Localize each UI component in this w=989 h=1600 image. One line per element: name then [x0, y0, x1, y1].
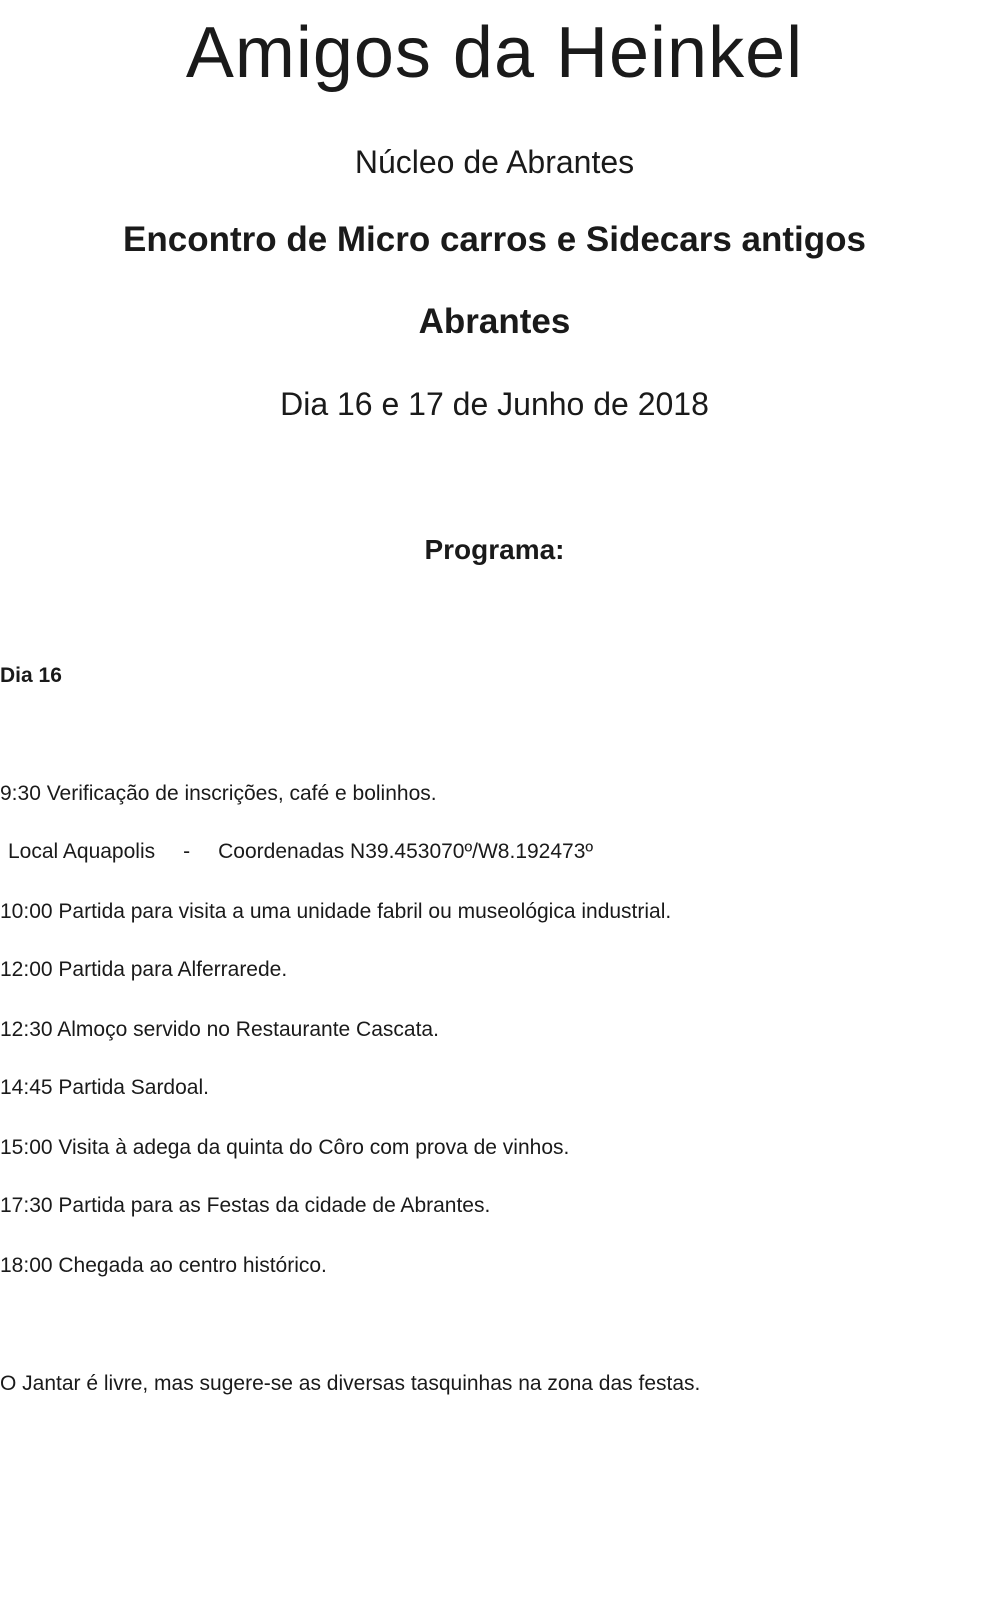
event-name: Encontro de Micro carros e Sidecars antigos [123, 220, 866, 259]
schedule-item: 10:00 Partida para visita a uma unidade fabril ou museológica industrial. [0, 900, 672, 923]
dinner-note: O Jantar é livre, mas sugere-se as diversas tasquinhas na zona das festas. [0, 1372, 701, 1395]
location-line [8, 838, 593, 866]
schedule-item: 12:00 Partida para Alferrarede. [0, 958, 288, 981]
schedule-item: 17:30 Partida para as Festas da cidade de Abrantes. [0, 1194, 491, 1217]
club-subtitle: Núcleo de Abrantes [354, 144, 635, 180]
schedule-item: 14:45 Partida Sardoal. [0, 1076, 209, 1099]
event-dates: Dia 16 e 17 de Junho de 2018 [280, 386, 709, 422]
schedule-item: 12:30 Almoço servido no Restaurante Cascata. [0, 1018, 439, 1041]
schedule-item: 9:30 Verificação de inscrições, café e bolinhos. [0, 782, 437, 805]
location-separator: - [183, 840, 191, 863]
event-city: Abrantes [418, 302, 571, 341]
page-title: Amigos da Heinkel [185, 13, 804, 93]
schedule-item: 18:00 Chegada ao centro histórico. [0, 1254, 327, 1277]
day-label: Dia 16 [0, 664, 62, 687]
location-coordinates: Coordenadas N39.453070º/W8.192473º [218, 840, 594, 863]
location-name: Local Aquapolis [8, 840, 156, 863]
program-heading: Programa: [424, 534, 565, 565]
schedule-item: 15:00 Visita à adega da quinta do Côro com prova de vinhos. [0, 1136, 570, 1159]
